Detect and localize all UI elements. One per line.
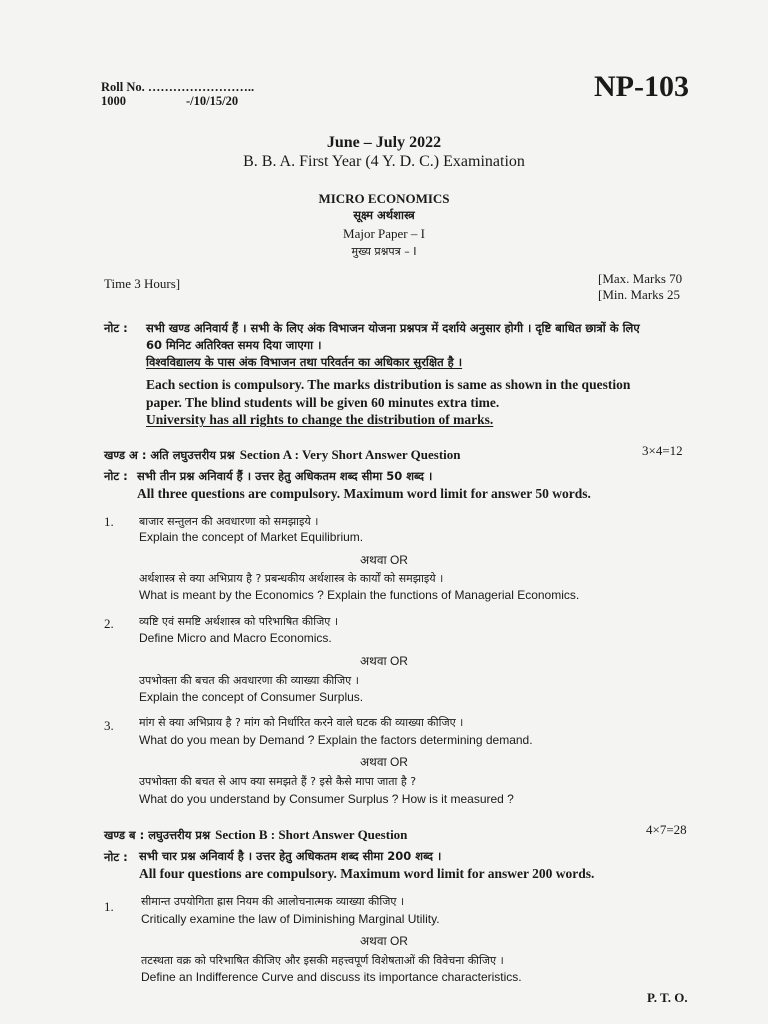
section-a-note-hindi: सभी तीन प्रश्न अनिवार्य हैं । उत्तर हेतु अधिकतम शब्द सीमा 50 शब्द । [137,469,433,483]
section-b-heading-english: Section B : Short Answer Question [215,827,408,842]
roll-no-label: Roll No. …………………….. [101,80,255,94]
paper-english: Major Paper – I [343,226,425,241]
paper-code: NP-103 [594,70,689,103]
subject-english: MICRO ECONOMICS [318,191,450,206]
exam-name: B. B. A. First Year (4 Y. D. C.) Examination [243,153,525,170]
question-alt-english: Explain the concept of Consumer Surplus. [139,690,364,704]
question-hindi: मांग से क्या अभिप्राय है ? मांग को निर्धारित करने वाले घटक की व्याख्या कीजिए । [139,716,464,729]
exam-session: June – July 2022 [326,134,442,151]
max-marks: [Max. Marks 70 [598,271,683,286]
question-english: Critically examine the law of Diminishing Marginal Utility. [141,912,440,926]
section-b-note-hindi: सभी चार प्रश्न अनिवार्य है । उत्तर हेतु अधिकतम शब्द सीमा 200 शब्द । [139,849,442,863]
general-note-label: नोट : [104,321,128,335]
question-alt-english: What do you understand by Consumer Surplus ? How is it measured ? [139,792,514,806]
question-number: 1. [104,514,114,529]
question-number: 2. [104,616,114,631]
or-separator: अथवा OR [360,934,408,948]
general-note-english-1: Each section is compulsory. The marks distribution is same as shown in the question [146,377,631,392]
copy-count: 1000 [101,94,126,108]
general-note-hindi-2: 60 मिनिट अतिरिक्त समय दिया जाएगा । [146,338,322,352]
subject-hindi: सूक्ष्म अर्थशास्त्र [353,208,415,222]
question-number: 3. [104,718,114,733]
serial-number: -/10/15/20 [186,94,239,108]
section-b-heading [104,824,407,843]
section-b-note-english: All four questions are compulsory. Maximum word limit for answer 200 words. [139,866,595,881]
question-alt-english: What is meant by the Economics ? Explain the functions of Managerial Economics. [139,588,580,602]
section-a-heading-english: Section A : Very Short Answer Question [239,447,461,462]
or-separator: अथवा OR [360,654,408,668]
section-a-heading-hindi: खण्ड अ : अति लघुउत्तरीय प्रश्न [104,448,235,462]
section-b-heading-hindi: खण्ड ब : लघुउत्तरीय प्रश्न [104,828,211,842]
question-english: Define Micro and Macro Economics. [139,631,332,645]
question-alt-hindi: अर्थशास्त्र से क्या अभिप्राय है ? प्रबन्धकीय अर्थशास्त्र के कार्यों को समझाइये । [139,572,444,585]
question-alt-hindi: उपभोक्ता की बचत से आप क्या समझते हैं ? इसे कैसे मापा जाता है ? [139,775,417,788]
general-note-english-3: University has all rights to change the distribution of marks. [146,412,494,427]
section-a-note-label: नोट : [104,469,128,483]
section-b-note-label: नोट : [104,850,128,864]
please-turn-over: P. T. O. [647,990,688,1005]
question-alt-hindi: तटस्थता वक्र को परिभाषित कीजिए और इसकी महत्त्वपूर्ण विशेषताओं की विवेचना कीजिए । [141,954,504,967]
general-note-hindi-3: विश्वविद्यालय के पास अंक विभाजन तथा परिवर्तन का अधिकार सुरक्षित है । [146,355,463,369]
question-english: Explain the concept of Market Equilibrium. [139,530,364,544]
section-a-marks: 3×4=12 [642,443,683,458]
or-separator: अथवा OR [360,755,408,769]
general-note-hindi-1: सभी खण्ड अनिवार्य हैं । सभी के लिए अंक विभाजन योजना प्रश्नपत्र में दर्शाये अनुसार होगी । दृष्टि बाधित छात्रों के लिए [146,321,640,335]
question-hindi: व्यष्टि एवं समष्टि अर्थशास्त्र को परिभाषित कीजिए । [139,615,339,628]
question-alt-english: Define an Indifference Curve and discuss its importance characteristics. [141,970,522,984]
general-note-english-2: paper. The blind students will be given 60 minutes extra time. [146,395,500,410]
min-marks: [Min. Marks 25 [598,287,680,302]
paper-hindi: मुख्य प्रश्नपत्र – I [351,245,417,258]
question-number: 1. [104,899,114,914]
section-a-note-english: All three questions are compulsory. Maximum word limit for answer 50 words. [137,486,591,501]
or-separator: अथवा OR [360,553,408,567]
question-english: What do you mean by Demand ? Explain the factors determining demand. [139,733,533,747]
question-alt-hindi: उपभोक्ता की बचत की अवधारणा की व्याख्या कीजिए । [139,674,359,687]
question-hindi: सीमान्त उपयोगिता ह्रास नियम की आलोचनात्मक व्याख्या कीजिए । [141,895,405,908]
section-a-heading [104,444,461,463]
question-hindi: बाजार सन्तुलन की अवधारणा को समझाइये । [139,515,319,528]
time-allowed: Time 3 Hours] [104,276,181,291]
section-b-marks: 4×7=28 [646,822,687,837]
